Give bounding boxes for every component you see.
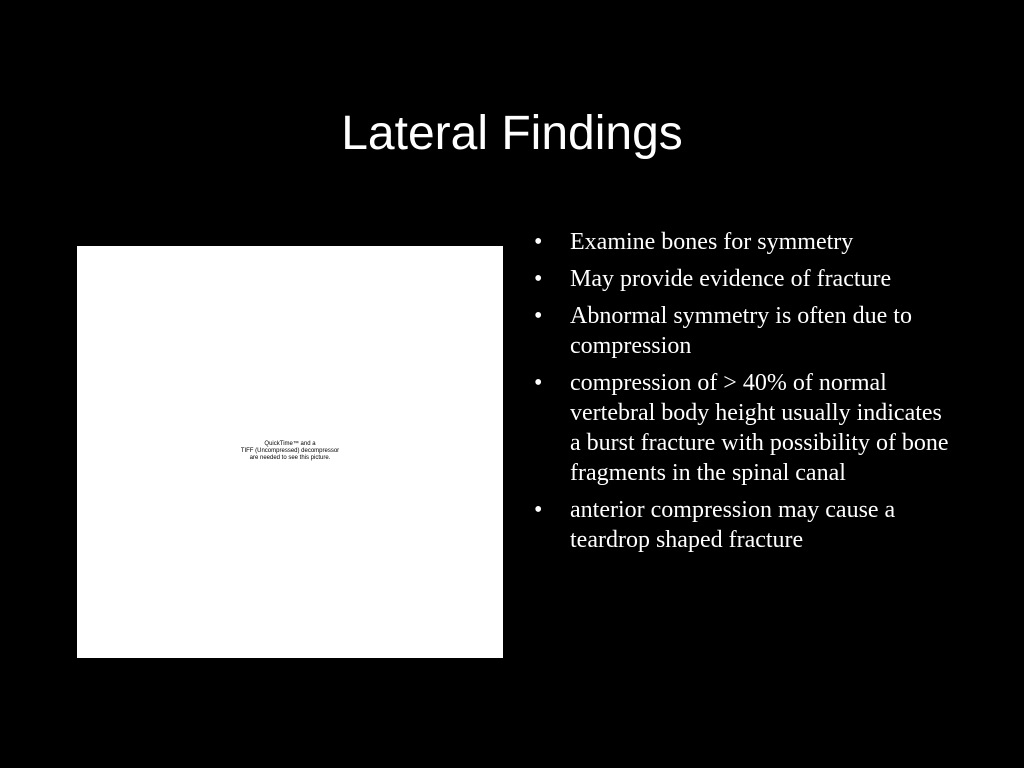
bullet-item [534, 264, 954, 294]
bullet-text: May provide evidence of fracture [570, 266, 892, 292]
placeholder-message [77, 441, 503, 462]
bullet-item [534, 227, 954, 257]
bullet-icon: • [534, 497, 543, 523]
bullet-item [534, 495, 954, 555]
bullet-icon: • [534, 370, 543, 396]
missing-image-placeholder [77, 246, 503, 658]
placeholder-line: are needed to see this picture. [249, 455, 331, 461]
bullet-icon: • [534, 229, 543, 255]
bullet-text: Abnormal symmetry is often due to compression [570, 303, 912, 359]
bullet-icon: • [534, 303, 543, 329]
bullet-list [534, 227, 954, 562]
placeholder-line: QuickTime™ and a [264, 441, 316, 447]
bullet-text: anterior compression may cause a teardrop shaped fracture [570, 497, 896, 553]
bullet-item [534, 368, 954, 488]
bullet-text: Examine bones for symmetry [570, 229, 854, 255]
placeholder-line: TIFF (Uncompressed) decompressor [240, 448, 340, 454]
bullet-icon: • [534, 266, 543, 292]
bullet-text: compression of > 40% of normal vertebral body height usually indicates a burst fracture with possibility of bone fragments in the spinal canal [570, 370, 949, 486]
slide-title: Lateral Findings [341, 107, 683, 160]
bullet-item [534, 301, 954, 361]
